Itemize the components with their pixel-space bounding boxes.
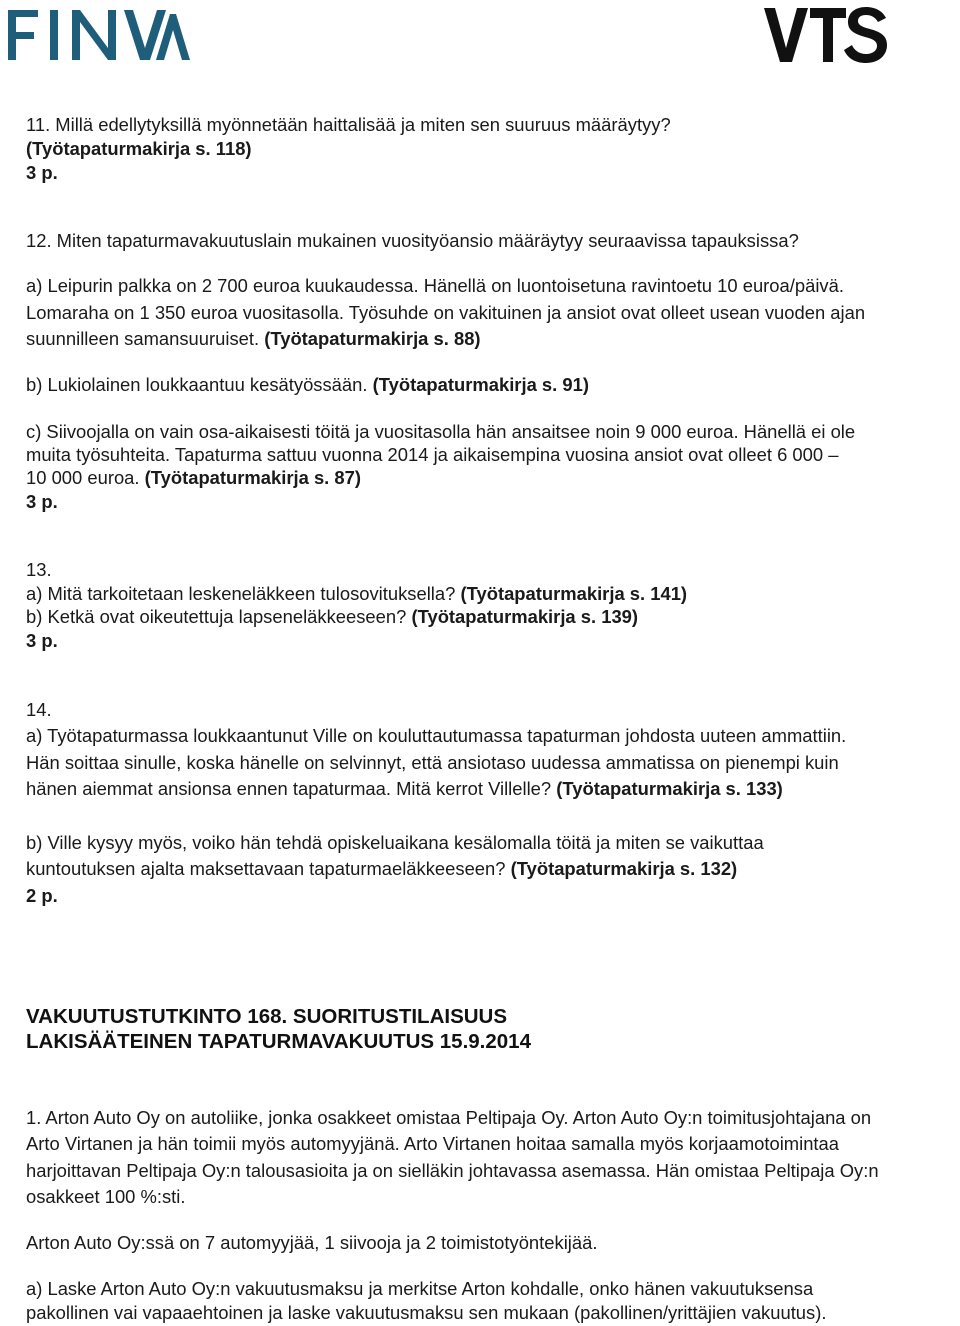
q14-b-line2 <box>26 858 737 880</box>
q12-c-line2: muita työsuhteita. Tapaturma sattuu vuonna 2014 ja aikaisempina vuosina ansiot ovat olleet 6 000 – <box>26 444 839 465</box>
q14-b-line1: b) Ville kysyy myös, voiko hän tehdä opiskeluaikana kesälomalla töitä ja miten se vaikuttaa <box>26 832 764 853</box>
q13-b-line <box>26 606 638 628</box>
q12-b-reference: (Työtapaturmakirja s. 91) <box>372 374 589 395</box>
q14-a-line2: Hän soittaa sinulle, koska hänelle on selvinnyt, että ansiotaso uudessa ammatissa on pienempi kuin <box>26 752 839 773</box>
q11-text: 11. Millä edellytyksillä myönnetään haittalisää ja miten sen suuruus määräytyy? <box>26 114 671 135</box>
q13-points: 3 p. <box>26 630 58 651</box>
q1-paragraph-line3: harjoittavan Peltipaja Oy:n talousasioita ja on sielläkin johtavassa asemassa. Hän omistaa Peltipaja Oy:n <box>26 1160 879 1181</box>
q1-paragraph-line1: 1. Arton Auto Oy on autoliike, jonka osakkeet omistaa Peltipaja Oy. Arton Auto Oy:n toimitusjohtajana on <box>26 1107 872 1128</box>
q12-a-text: suunnilleen samansuuruiset. <box>26 328 260 349</box>
q12-a-reference: (Työtapaturmakirja s. 88) <box>264 328 481 349</box>
vts-logo-graphic <box>764 4 890 66</box>
q14-a-text: hänen aiemmat ansionsa ennen tapaturmaa. Mitä kerrot Villelle? <box>26 778 552 799</box>
q13-b-reference: (Työtapaturmakirja s. 139) <box>411 606 639 627</box>
page-header <box>0 0 960 80</box>
q14-b-text: kuntoutuksen ajalta maksettavaan tapaturmaeläkkeeseen? <box>26 858 506 879</box>
q13-b-text: b) Ketkä ovat oikeutettuja lapseneläkkeeseen? <box>26 606 407 627</box>
q1-a-line1: a) Laske Arton Auto Oy:n vakuutusmaksu ja merkitse Arton kohdalle, onko hänen vakuutuksensa <box>26 1278 814 1299</box>
finva-logo <box>6 4 190 64</box>
q14-a-line3 <box>26 778 783 800</box>
q11-points: 3 p. <box>26 162 58 183</box>
q12-c-line3 <box>26 467 361 489</box>
q1-staff-line: Arton Auto Oy:ssä on 7 automyyjää, 1 siivooja ja 2 toimistotyöntekijää. <box>26 1232 598 1253</box>
q12-intro: 12. Miten tapaturmavakuutuslain mukainen vuosityöansio määräytyy seuraavissa tapauksissa? <box>26 230 799 251</box>
q12-b-text: b) Lukiolainen loukkaantuu kesätyössään. <box>26 374 368 395</box>
vts-logo <box>764 4 890 66</box>
q13-a-text: a) Mitä tarkoitetaan leskeneläkkeen tulosovituksella? <box>26 583 456 604</box>
q1-paragraph-line2: Arto Virtanen ja hän toimii myös automyyjänä. Arto Virtanen hoitaa samalla myös korjaamotoimintaa <box>26 1133 839 1154</box>
q14-a-reference: (Työtapaturmakirja s. 133) <box>556 778 783 799</box>
finva-logo-graphic <box>6 4 190 64</box>
q1-paragraph-line4: osakkeet 100 %:sti. <box>26 1186 186 1207</box>
section-title-line1: VAKUUTUSTUTKINTO 168. SUORITUSTILAISUUS <box>26 1005 508 1028</box>
q12-b-line <box>26 374 589 396</box>
q12-c-reference: (Työtapaturmakirja s. 87) <box>144 467 361 488</box>
q14-a-line1: a) Työtapaturmassa loukkaantunut Ville on kouluttautumassa tapaturman johdosta uuteen ammattiin. <box>26 725 847 746</box>
q13-a-reference: (Työtapaturmakirja s. 141) <box>460 583 688 604</box>
q12-a-line2: Lomaraha on 1 350 euroa vuositasolla. Työsuhde on vakituinen ja ansiot ovat olleet usean vuoden ajan <box>26 302 866 323</box>
q13-number: 13. <box>26 559 52 580</box>
q14-b-reference: (Työtapaturmakirja s. 132) <box>510 858 738 879</box>
q13-a-line <box>26 583 687 605</box>
q12-a-line3 <box>26 328 481 350</box>
q12-c-line1: c) Siivoojalla on vain osa-aikaisesti töitä ja vuositasolla hän ansaitsee noin 9 000 euroa. Hänellä ei ole <box>26 421 856 442</box>
q12-points: 3 p. <box>26 491 58 512</box>
section-title-line2: LAKISÄÄTEINEN TAPATURMAVAKUUTUS 15.9.2014 <box>26 1030 531 1053</box>
q14-number: 14. <box>26 699 52 720</box>
q12-a-line1: a) Leipurin palkka on 2 700 euroa kuukaudessa. Hänellä on luontoisetuna ravintoetu 10 euroa/päivä. <box>26 275 844 296</box>
q11-reference: (Työtapaturmakirja s. 118) <box>26 138 252 159</box>
q14-points: 2 p. <box>26 885 58 906</box>
q1-a-line2: pakollinen vai vapaaehtoinen ja laske vakuutusmaksu sen mukaan (pakollinen/yrittäjien vakuutus). <box>26 1302 827 1323</box>
q12-c-text: 10 000 euroa. <box>26 467 140 488</box>
